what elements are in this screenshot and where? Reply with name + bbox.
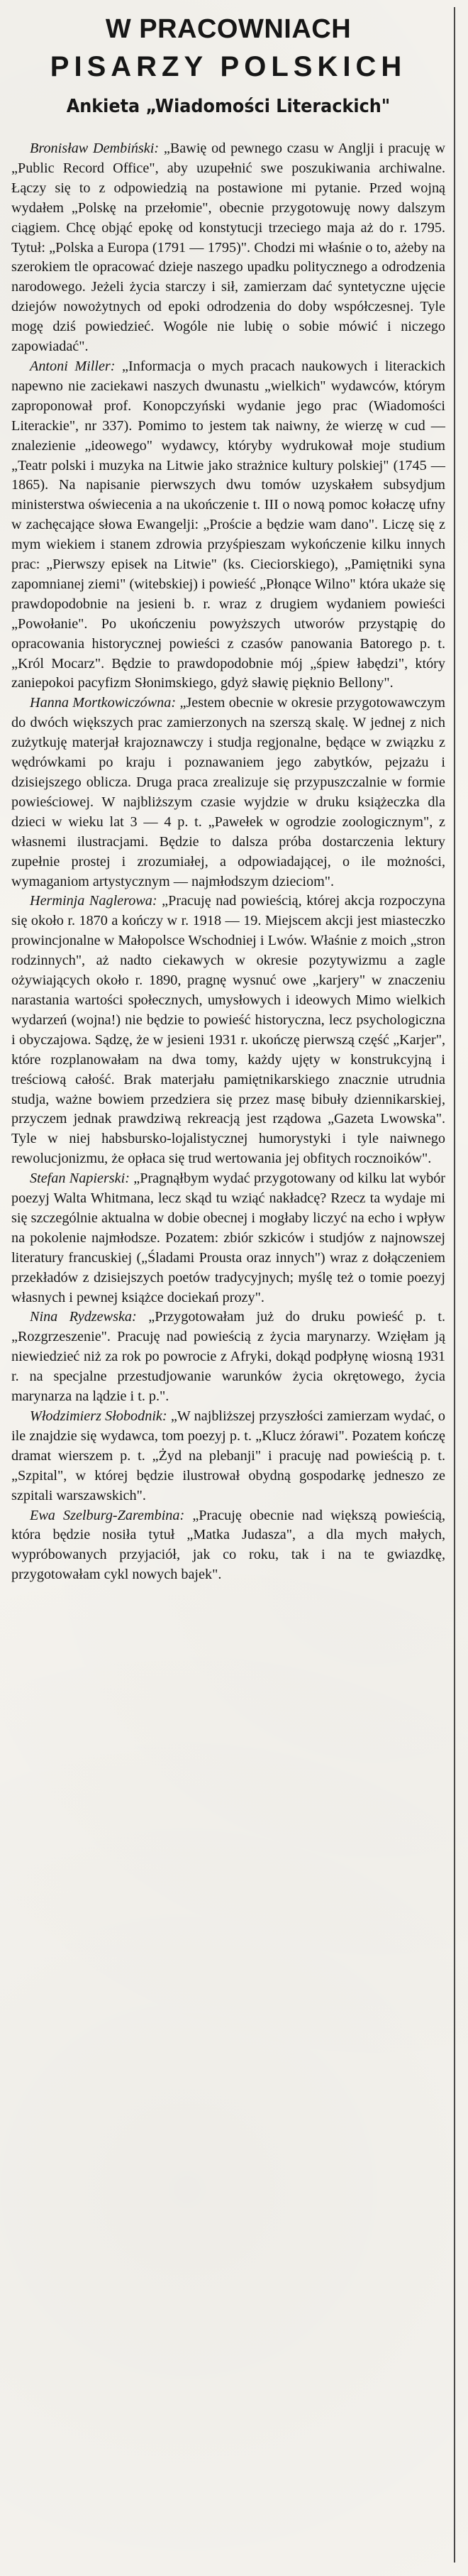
entry-author: Stefan Napierski: bbox=[30, 1171, 130, 1187]
entry-author: Ewa Szelburg-Zarembina: bbox=[30, 1507, 185, 1523]
entry-rydzewska bbox=[11, 1308, 445, 1407]
survey-subtitle: Ankieta „Wiadomości Literackich" bbox=[66, 96, 391, 117]
headline-line-2: PISARZY POLSKICH bbox=[50, 51, 407, 82]
entry-dembinski bbox=[11, 139, 445, 357]
headline-line-1: W PRACOWNIACH bbox=[105, 14, 352, 44]
entry-author: Nina Rydzewska: bbox=[30, 1309, 137, 1325]
article bbox=[11, 13, 445, 1585]
entry-text: „Jestem obecnie w okresie przygotowawczym do dwóch większych prac zamierzonych na szerszą skalę. W jednej z nich zużytkuję materjał krajoznawczy i studja regjonalne, będące w związku z wędrówkami po kraju i poznawaniem jego zabytków, pejzażu i dzisiejszego oblicza. Druga praca zrealizuje się przypuszczalnie w formie powieściowej. W najbliższym czasie wyjdzie w druku książeczka dla dzieci w wieku lat 3 — 4 p. t. „Pawełek w ogrodzie zoologicznym", z własnemi ilustracjami. Będzie to dalsza próba dostarczenia lektury zupełnie prostej i zrozumiałej, a odpowiadającej, o ile możności, wymaganiom artystycznym — najmłodszym dzieciom". bbox=[11, 695, 445, 889]
entry-text: „Bawię od pewnego czasu w Anglji i pracuję w „Public Record Office", aby uzupełnić swe poszukiwania archiwalne. Łączy się to z odpowiedzią na postawione mi pytanie. Przed wojną wydałem „Polskę na przełomie", obecnie przygotowuję nowy dalszym ciągiem. Chcę objąć epokę od konstytucji trzeciego maja aż do r. 1795. Tytuł: „Polska a Europa (1791 — 1795)". Chodzi mi właśnie o to, ażeby na szerokiem tle opracować dzieje naszego upadku politycznego a odrodzenia narodowego. Jeżeli życia starczy i sił, zamierzam dać syntetyczne ujęcie dziejów nowożytnych od epoki odrodzenia do doby współczesnej. Tyle mogę dziś powiedzieć. Wogóle nie lubię o sobie mówić i niczego zapowiadać". bbox=[11, 141, 445, 355]
entry-naglerowa bbox=[11, 892, 445, 1169]
entry-text: „W najbliższej przyszłości zamierzam wydać, o ile znajdzie się wydawca, tom poezyj p. t. „Klucz żórawi". Pozatem kończę dramat wierszem p. t. „Żyd na plebanji" i pracuję nad powieścią p. t. „Szpital", w której będzie ilustrował obydną gospodarkę jedneszo ze szpitali warszawskich". bbox=[11, 1408, 445, 1503]
entry-napierski bbox=[11, 1169, 445, 1308]
entry-text: „Pragnąłbym wydać przygotowany od kilku lat wybór poezyj Walta Whitmana, lecz skąd tu wziąć nakładcę? Rzecz ta wydaje mi się szczególnie aktualna w dobie obecnej i mogłaby liczyć na echo i wpływ na pokolenie najmłodsze. Pozatem: zbiór szkiców i studjów z najnowszej literatury francuskiej („Śladami Prousta oraz innych") wraz z dołączeniem przekładów z dzisiejszych poetów tradycyjnych; myślę też o tomie poezyj własnych i pewnej książce dociekań prozy". bbox=[11, 1171, 446, 1305]
entry-author: Bronisław Dembiński: bbox=[30, 141, 160, 156]
entry-text: „Informacja o mych pracach naukowych i literackich napewno nie zaciekawi naszych dwunastu „wielkich" wydawców, którym zaproponował prof. Konopczyński wydanie jego prac (Wiadomości Literackie", nr 337). Pomimo to jestem tak naiwny, że wierzę w cud — znalezienie „ideowego" wydawcy, któryby wydrukował moje studium „Teatr polski i muzyka na Litwie jako strażnice kultury polskiej" (1745 — 1865). Na napisanie pierwszych dwu tomów uzyskałem subsydjum ministerstwa oświecenia a na ukończenie t. III o nową pomoc kołaczę ufny w zachęcające słowa Ewangelji: „Proście a będzie wam dano". Liczę się z mym wiekiem i stanem zdrowia przyśpieszam wykończenie kilku innych prac: „Pierwszy episek na Litwie" (ks. Cieciorskiego), „Pamiętniki syna zapomnianej ziemi" (witebskiej) i powieść „Płonące Wilno" która ukaże się prawdopodobnie na jesieni b. r. wraz z drugiem wydaniem powieści „Powołanie". Po ukończeniu powyższych utworów przystąpię do opracowania historycznej powieści z czasów panowania Batorego p. t. „Król Mocarz". Będzie to prawdopodobnie mój „śpiew łabędzi", który zaniepokoi pacyfizm Słonimskiego, gdyż sławię pięknio Bellony". bbox=[11, 358, 446, 691]
entry-author: Antoni Miller: bbox=[30, 358, 116, 374]
column-rule bbox=[454, 7, 455, 2563]
entry-miller bbox=[11, 357, 445, 694]
entry-author: Włodzimierz Słobodnik: bbox=[30, 1408, 167, 1424]
entry-text: „Pracuję obecnie nad większą powieścią, która będzie nosiła tytuł „Matka Judasza", a dla mych małych, wypróbowanych przyjaciół, jak co roku, tak i na te gwiazdkę, przygotowałam cykl nowych bajek". bbox=[11, 1507, 445, 1583]
entry-author: Herminja Naglerowa: bbox=[30, 893, 157, 909]
entry-text: „Przygotowałam już do druku powieść p. t. „Rozgrzeszenie". Pracuję nad powieścią z życia marynarzy. Wzięłam ją niewiedzieć niż za rok po powrocie z Afryki, dokąd podpłynę wiosną 1931 r. na specjalne przestudjowanie warunków życia okrętowego, życia marynarza na lądzie i t. p.". bbox=[11, 1309, 445, 1405]
entry-slobodnik bbox=[11, 1407, 445, 1506]
entry-author: Hanna Mortkowiczówna: bbox=[30, 695, 177, 711]
entry-text: „Pracuję nad powieścią, której akcja rozpoczyna się około r. 1870 a kończy w r. 1918 — 19. Miejscem akcji jest miasteczko prowincjonalne w Małopolsce Wschodniej i Lwów. Właśnie z moich „stron rodzinnych", aż nadto ciekawych w okresie pozytywizmu a zagle ożywiających około r. 1890, pragnę wysnuć owe „karjery" w znaczeniu narastania wartości społecznych, umysłowych i ideowych Mimo wielkich wydarzeń (wojna!) nie będzie to powieść historyczna, lecz psychologiczna i obyczajowa. Sądzę, że w jesieni 1931 r. ukończę pierwszą część „Karjer", które rozplanowałam na dwa tomy, każdy ujęty w konstrukcyjną i treściową całość. Brak materjału pamiętnikarskiego znacznie utrudnia studja, ważne bowiem przedziera się przez masę bibuły dziennikarskiej, przyczem jednak prawdziwą rekreacją jest rządowa „Gazeta Lwowska". Tyle w niej habsbursko-lojalistycznej humorystyki i tyle naiwnego rewolucjonizmu, że opłaca się trud wertowania jej obfitych rocznoików". bbox=[11, 893, 445, 1167]
entry-szelburg-zarembina bbox=[11, 1506, 445, 1586]
entry-mortkowiczowna bbox=[11, 694, 445, 892]
